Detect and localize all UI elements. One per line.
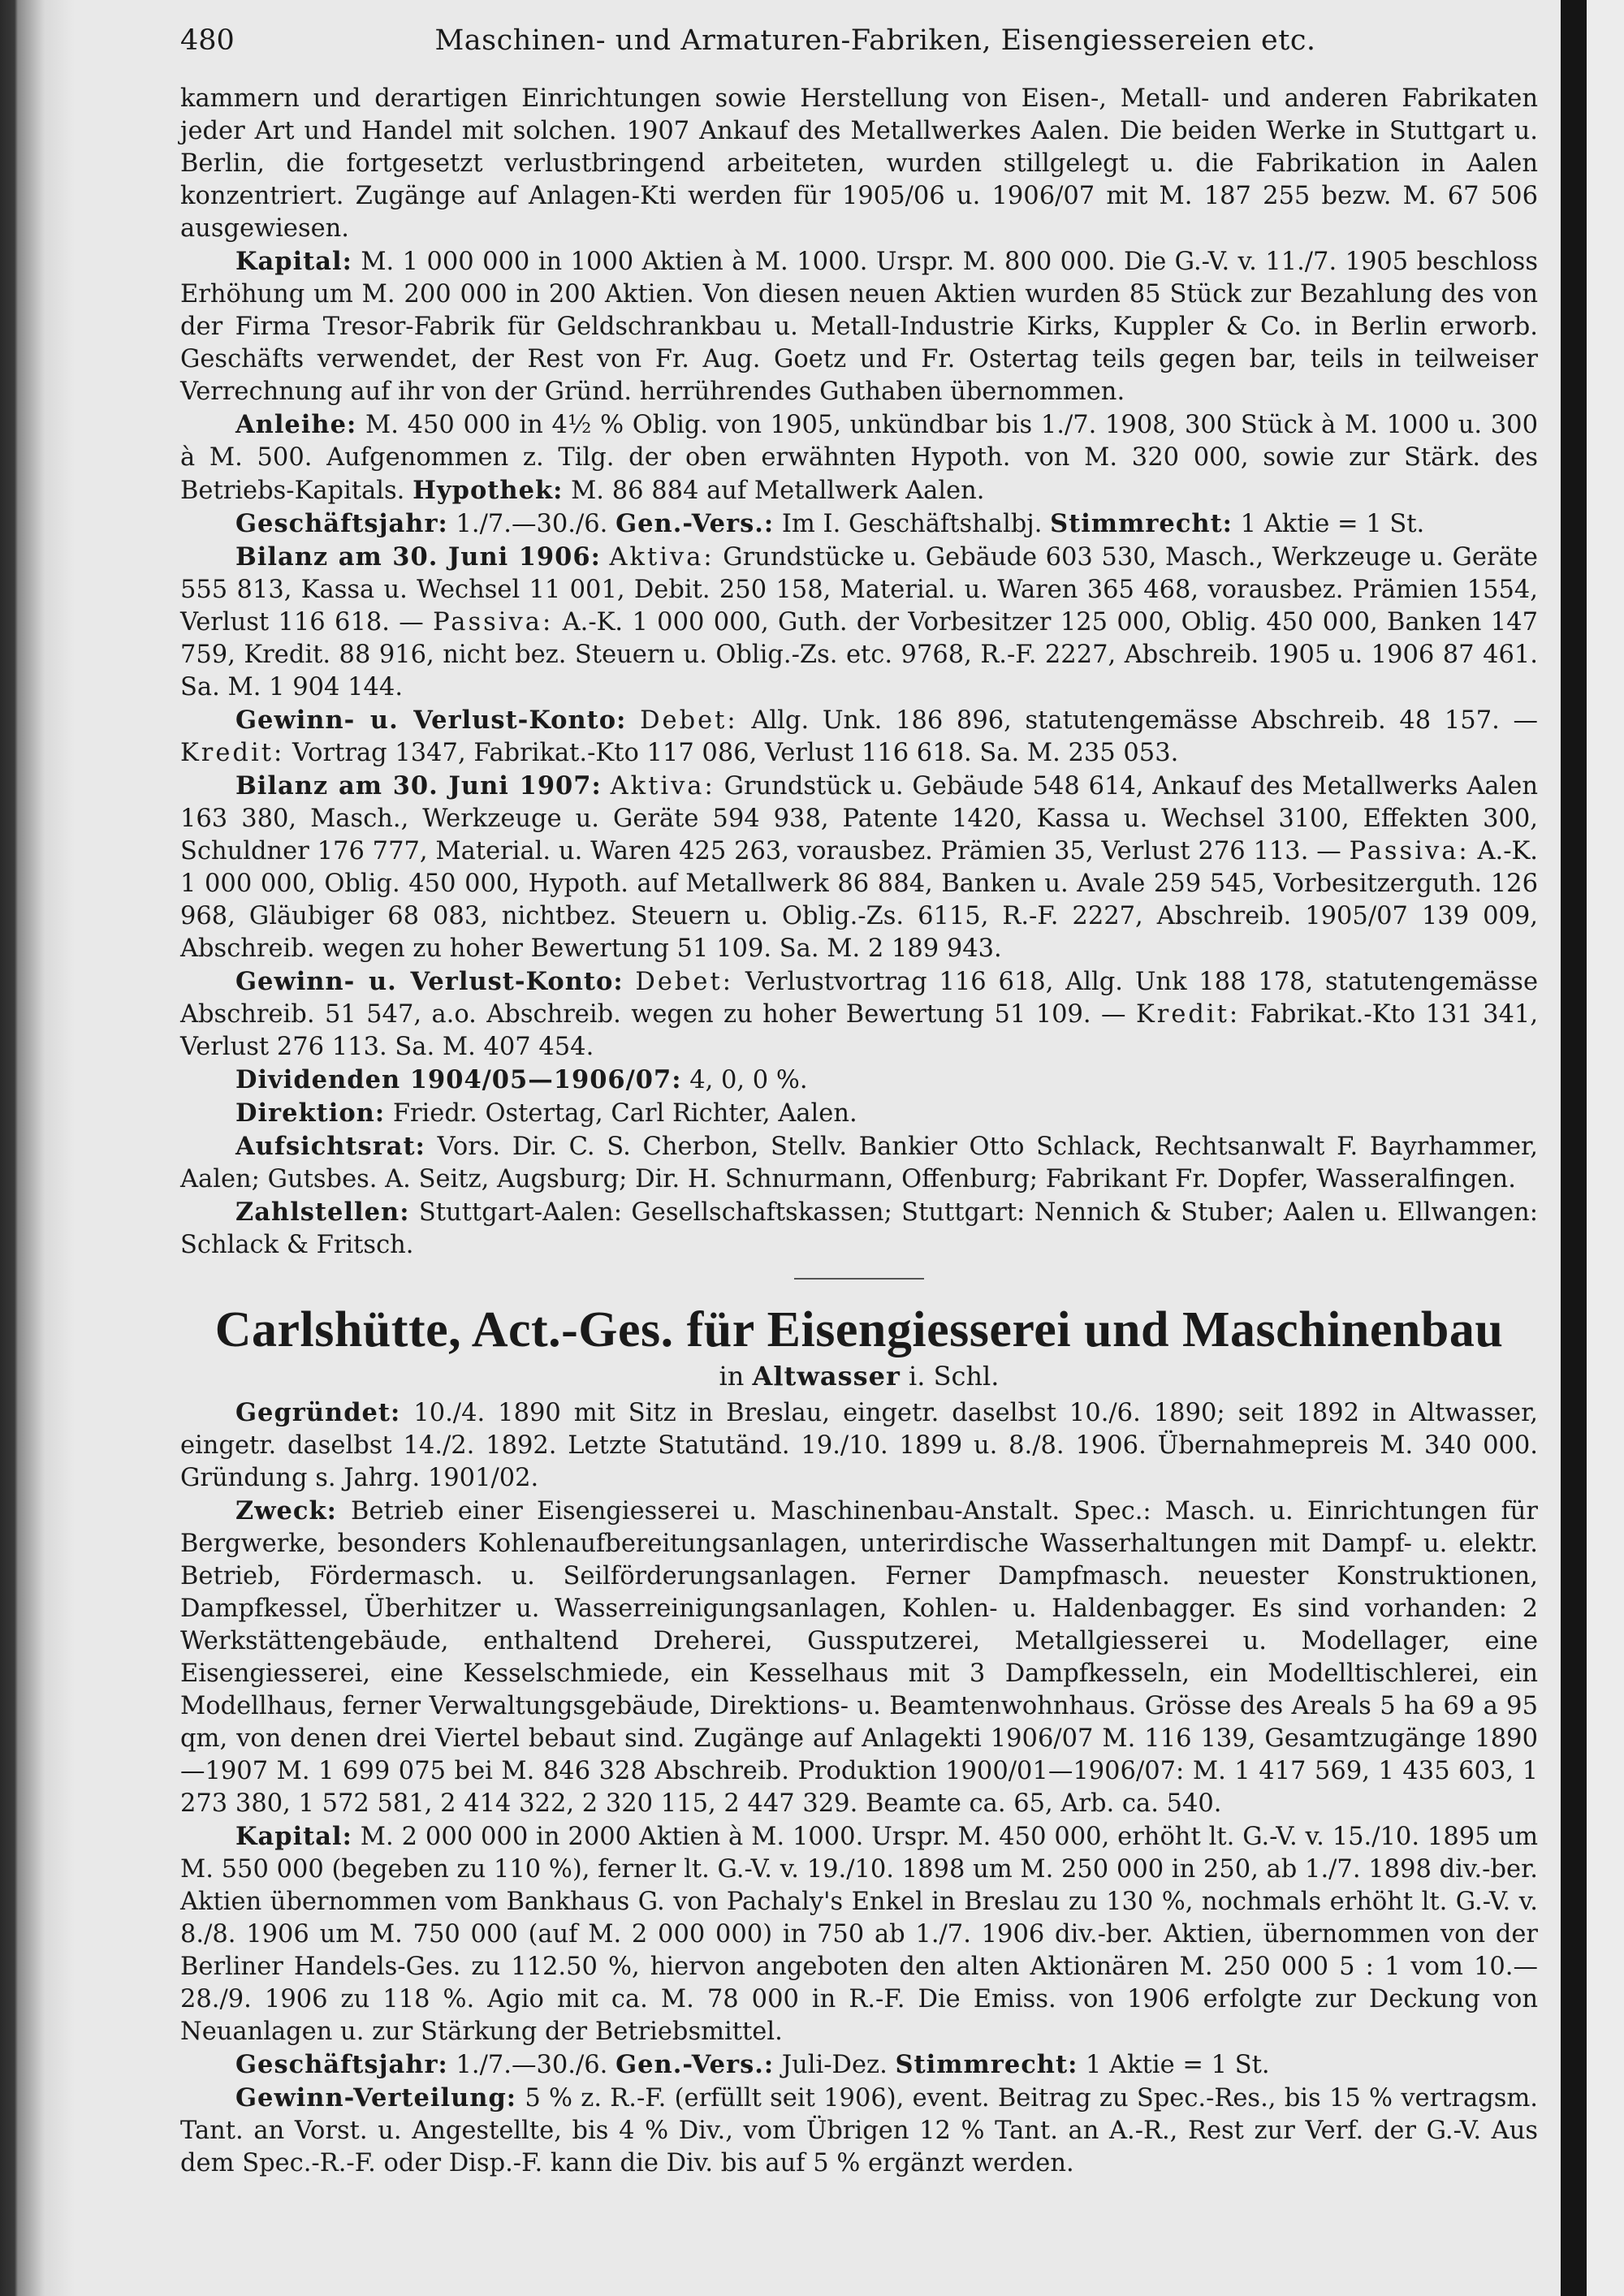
company-title: Carlshütte, Act.-Ges. für Eisengiesserei und Maschinenbau [214, 1302, 1504, 1357]
guv-1907-label: Gewinn- u. Verlust-Konto: [235, 967, 624, 996]
guv-1906-debet: Allg. Unk. 186 896, statutengemässe Abschreib. 48 157. — [751, 706, 1538, 735]
guv-1906-paragraph [180, 704, 1538, 770]
gegruendet-label: Gegründet: [235, 1398, 401, 1427]
zahlstellen-text: Stuttgart-Aalen: Gesellschaftskassen; Stuttgart: Nennich & Stuber; Aalen u. Ellwangen: Schlack & Fritsch. [180, 1198, 1538, 1259]
first-company-entry [180, 83, 1538, 1262]
book-spine-shadow [0, 0, 75, 2296]
kapital-paragraph-2 [180, 1820, 1538, 2048]
passiva-word: Passiva: [433, 608, 554, 637]
bilanz-1906-aktiva: Grundstücke u. Gebäude 603 530, Masch., Werkzeuge u. Geräte 555 813, Kassa u. Wechsel 11 001, Debit. 250 158, Material. u. Waren 365 468, vorausbez. Prämien 1554, Verlust 116 618. — [180, 543, 1538, 637]
zweck-text: Betrieb einer Eisengiesserei u. Maschinenbau-Anstalt. Spec.: Masch. u. Einrichtungen für Bergwerke, besonders Kohlenaufbereitungsanlagen, unterirdische Wasserhaltungen mit Dampf- u. elektr. Betrieb, Fördermasch. u. Seilförderungsanlagen. Ferner Dampfmasch. neuester Konstruktionen, Dampfkessel, Überhitzer u. Wasserreinigungsanlagen, Kohlen- u. Haldenbagger. Es sind vorhanden: 2 Werkstättengebäude, enthaltend Dreherei, Gussputzerei, Metallgiesserei u. Modellager, eine Eisengiesserei, eine Kesselschmiede, ein Kesselhaus mit 3 Dampfkesseln, ein Modelltischlerei, ein Modellhaus, ferner Verwaltungsgebäude, Direktions- u. Beamtenwohnhaus. Grösse des Areals 5 ha 69 a 95 qm, von denen drei Viertel bebaut sind. Zugänge auf Anlagekti 1906/07 M. 116 139, Gesamtzugänge 1890—1907 M. 1 699 075 bei M. 846 328 Abschreib. Produktion 1900/01—1906/07: M. 1 417 569, 1 435 603, 1 273 380, 1 572 581, 2 414 322, 2 320 115, 2 447 329. Beamte ca. 65, Arb. ca. 540. [180, 1497, 1539, 1818]
stimmrecht-text-2: 1 Aktie = 1 St. [1086, 2051, 1270, 2079]
guv-1907-debet: Verlustvortrag 116 618, Allg. Unk 188 178, statutengemässe Abschreib. 51 547, a.o. Abschreib. wegen zu hoher Bewertung 51 109. — [180, 968, 1539, 1029]
guv-1907-kredit: Fabrikat.-Kto 131 341, Verlust 276 113. Sa. M. 407 454. [180, 1000, 1539, 1061]
kredit-word: Kredit: [1135, 1000, 1241, 1029]
bilanz-1907-label: Bilanz am 30. Juni 1907: [235, 771, 602, 801]
section-divider [794, 1278, 924, 1280]
kapital-text-2: M. 2 000 000 in 2000 Aktien à M. 1000. Urspr. M. 450 000, erhöht lt. G.-V. v. 15./10. 1895 um M. 550 000 (begeben zu 110 %), ferner lt. G.-V. v. 19./10. 1898 um M. 250 000 in 250, ab 1./7. 1898 div.-ber. Aktien übernommen vom Bankhaus G. von Pachaly's Enkel in Breslau zu 130 %, nochmals erhöht lt. G.-V. v. 8./8. 1906 um M. 750 000 (auf M. 2 000 000) in 750 ab 1./7. 1906 div.-ber. Aktien, übernommen von der Berliner Handels-Ges. zu 112.50 %, hiervon angeboten den alten Aktionären M. 250 000 5 : 1 vom 10.—28./9. 1906 zu 118 %. Agio mit ca. M. 78 000 in R.-F. Die Emiss. von 1906 erfolgte zur Deckung von Neuanlagen u. zur Stärkung der Betriebsmittel. [180, 1823, 1539, 2046]
gegruendet-paragraph [180, 1396, 1538, 1495]
gewinn-verteilung-label: Gewinn-Verteilung: [235, 2083, 517, 2113]
stimmrecht-label-2: Stimmrecht: [895, 2050, 1078, 2079]
company-location [180, 1359, 1538, 1393]
direktion-text: Friedr. Ostertag, Carl Richter, Aalen. [392, 1099, 857, 1128]
page-number: 480 [180, 24, 235, 57]
geschaeftsjahr-label: Geschäftsjahr: [235, 509, 448, 538]
bilanz-1906-paragraph [180, 541, 1538, 704]
gegruendet-text: 10./4. 1890 mit Sitz in Breslau, eingetr. daselbst 10./6. 1890; seit 1892 in Altwasser, eingetr. daselbst 14./2. 1892. Letzte Statutänd. 19./10. 1899 u. 8./8. 1906. Übernahmepreis M. 340 000. Gründung s. Jahrg. 1901/02. [180, 1399, 1539, 1492]
bilanz-1906-passiva: A.-K. 1 000 000, Guth. der Vorbesitzer 125 000, Oblig. 450 000, Banken 147 759, Kredit. 88 916, nicht bez. Steuern u. Oblig.-Zs. etc. 9768, R.-F. 2227, Abschreib. 1905 u. 1906 87 461. Sa. M. 1 904 144. [180, 608, 1539, 701]
page-content [180, 24, 1538, 2180]
dividenden-paragraph [180, 1064, 1538, 1097]
aufsichtsrat-text: Vors. Dir. C. S. Cherbon, Stellv. Bankier Otto Schlack, Rechtsanwalt F. Bayrhammer, Aalen; Gutsbes. A. Seitz, Augsburg; Dir. H. Schnurmann, Offenburg; Fabrikant Fr. Dopfer, Wasseralfingen. [180, 1133, 1538, 1193]
kapital-text: M. 1 000 000 in 1000 Aktien à M. 1000. Urspr. M. 800 000. Die G.-V. v. 11./7. 1905 beschloss Erhöhung um M. 200 000 in 200 Aktien. Von diesen neuen Aktien wurden 85 Stück zur Bezahlung des von der Firma Tresor-Fabrik für Geldschrankbau u. Metall-Industrie Kirks, Kuppler & Co. in Berlin erworb. Geschäfts verwendet, der Rest von Fr. Aug. Goetz und Fr. Ostertag teils gegen bar, teils in teilweiser Verrechnung auf ihr von der Gründ. herrührendes Guthaben übernommen. [180, 248, 1538, 406]
zahlstellen-paragraph [180, 1196, 1538, 1262]
running-title: Maschinen- und Armaturen-Fabriken, Eisengiessereien etc. [434, 24, 1316, 57]
hypothek-text: M. 86 884 auf Metallwerk Aalen. [571, 477, 985, 505]
gen-vers-text: Im I. Geschäftshalbj. [781, 510, 1043, 538]
stimmrecht-text: 1 Aktie = 1 St. [1240, 510, 1425, 538]
location-place: Altwasser [752, 1361, 901, 1392]
direktion-paragraph [180, 1097, 1538, 1130]
anleihe-paragraph [180, 408, 1538, 507]
kapital-label-2: Kapital: [235, 1822, 352, 1851]
hypothek-label: Hypothek: [412, 476, 564, 505]
gen-vers-label-2: Gen.-Vers.: [615, 2050, 775, 2079]
location-suffix: i. Schl. [909, 1361, 1000, 1392]
adjacent-page-edge [1587, 0, 1624, 2296]
gen-vers-text-2: Juli-Dez. [781, 2051, 888, 2079]
geschaeftsjahr-label-2: Geschäftsjahr: [235, 2050, 448, 2079]
geschaeftsjahr-text: 1./7.—30./6. [456, 510, 608, 538]
bilanz-1907-aktiva: Grundstück u. Gebäude 548 614, Ankauf des Metallwerks Aalen 163 380, Masch., Werkzeuge u. Geräte 594 938, Patente 1420, Kassa u. Wechsel 3100, Effekten 300, Schuldner 176 777, Material. u. Waren 425 263, vorausbez. Prämien 35, Verlust 276 113. — [180, 772, 1538, 865]
geschaeftsjahr-paragraph-2 [180, 2048, 1538, 2082]
zahlstellen-label: Zahlstellen: [235, 1198, 410, 1227]
entry-continuation: kammern und derartigen Einrichtungen sowie Herstellung von Eisen-, Metall- und anderen Fabrikaten jeder Art und Handel mit solchen. 1907 Ankauf des Metallwerkes Aalen. Die beiden Werke in Stuttgart u. Berlin, die fortgesetzt verlustbringend arbeiteten, wurden stillgelegt u. die Fabrikation in Aalen konzentriert. Zugänge auf Anlagen-Kti werden für 1905/06 u. 1906/07 mit M. 187 255 bezw. M. 67 506 ausgewiesen. [180, 84, 1538, 243]
second-company-entry [180, 1301, 1538, 2180]
dividenden-text: 4, 0, 0 %. [689, 1066, 808, 1094]
gewinn-verteilung-text: 5 % z. R.-F. (erfüllt seit 1906), event. Beitrag zu Spec.-Res., bis 15 % vertragsm. Tant. an Vorst. u. Angestellte, bis 4 % Div., vom Übrigen 12 % Tant. an A.-R., Rest zur Verf. der G.-V. Aus dem Spec.-R.-F. oder Disp.-F. kann die Div. bis auf 5 % ergänzt werden. [180, 2084, 1538, 2177]
page-header [180, 24, 1538, 83]
passiva-word: Passiva: [1349, 837, 1470, 865]
stimmrecht-label: Stimmrecht: [1050, 509, 1233, 538]
page-gutter [1561, 0, 1587, 2296]
geschaeftsjahr-text-2: 1./7.—30./6. [456, 2051, 608, 2079]
geschaeftsjahr-paragraph [180, 507, 1538, 541]
anleihe-label: Anleihe: [235, 410, 357, 439]
aktiva-word: Aktiva: [609, 543, 715, 572]
aufsichtsrat-label: Aufsichtsrat: [235, 1132, 425, 1161]
direktion-label: Direktion: [235, 1098, 386, 1128]
zweck-paragraph [180, 1495, 1538, 1820]
kapital-label: Kapital: [235, 247, 352, 276]
anleihe-text: M. 450 000 in 4½ % Oblig. von 1905, unkündbar bis 1./7. 1908, 300 Stück à M. 1000 u. 300 à M. 500. Aufgenommen z. Tilg. der oben erwähnten Hypoth. von M. 320 000, sowie zur Stärk. des Betriebs-Kapitals. [180, 411, 1538, 505]
bilanz-1907-paragraph [180, 770, 1538, 965]
debet-word: Debet: [640, 706, 738, 735]
dividenden-label: Dividenden 1904/05—1906/07: [235, 1065, 682, 1094]
bilanz-1907-passiva: A.-K. 1 000 000, Oblig. 450 000, Hypoth. auf Metallwerk 86 884, Banken u. Avale 259 545, Vorbesitzerguth. 126 968, Gläubiger 68 083, nichtbez. Steuern u. Oblig.-Zs. 6115, R.-F. 2227, Abschreib. 1905/07 139 009, Abschreib. wegen zu hoher Bewertung 51 109. Sa. M. 2 189 943. [180, 837, 1538, 963]
guv-1906-kredit: Vortrag 1347, Fabrikat.-Kto 117 086, Verlust 116 618. Sa. M. 235 053. [292, 739, 1179, 767]
zweck-label: Zweck: [235, 1496, 337, 1526]
kredit-word: Kredit: [180, 739, 285, 767]
kapital-paragraph [180, 245, 1538, 408]
gewinn-verteilung-paragraph [180, 2082, 1538, 2180]
aufsichtsrat-paragraph [180, 1130, 1538, 1196]
debet-word: Debet: [635, 968, 734, 996]
guv-1907-paragraph [180, 965, 1538, 1064]
guv-1906-label: Gewinn- u. Verlust-Konto: [235, 706, 627, 735]
location-prefix: in [719, 1361, 745, 1392]
gen-vers-label: Gen.-Vers.: [615, 509, 775, 538]
aktiva-word: Aktiva: [610, 772, 715, 801]
bilanz-1906-label: Bilanz am 30. Juni 1906: [235, 542, 601, 572]
